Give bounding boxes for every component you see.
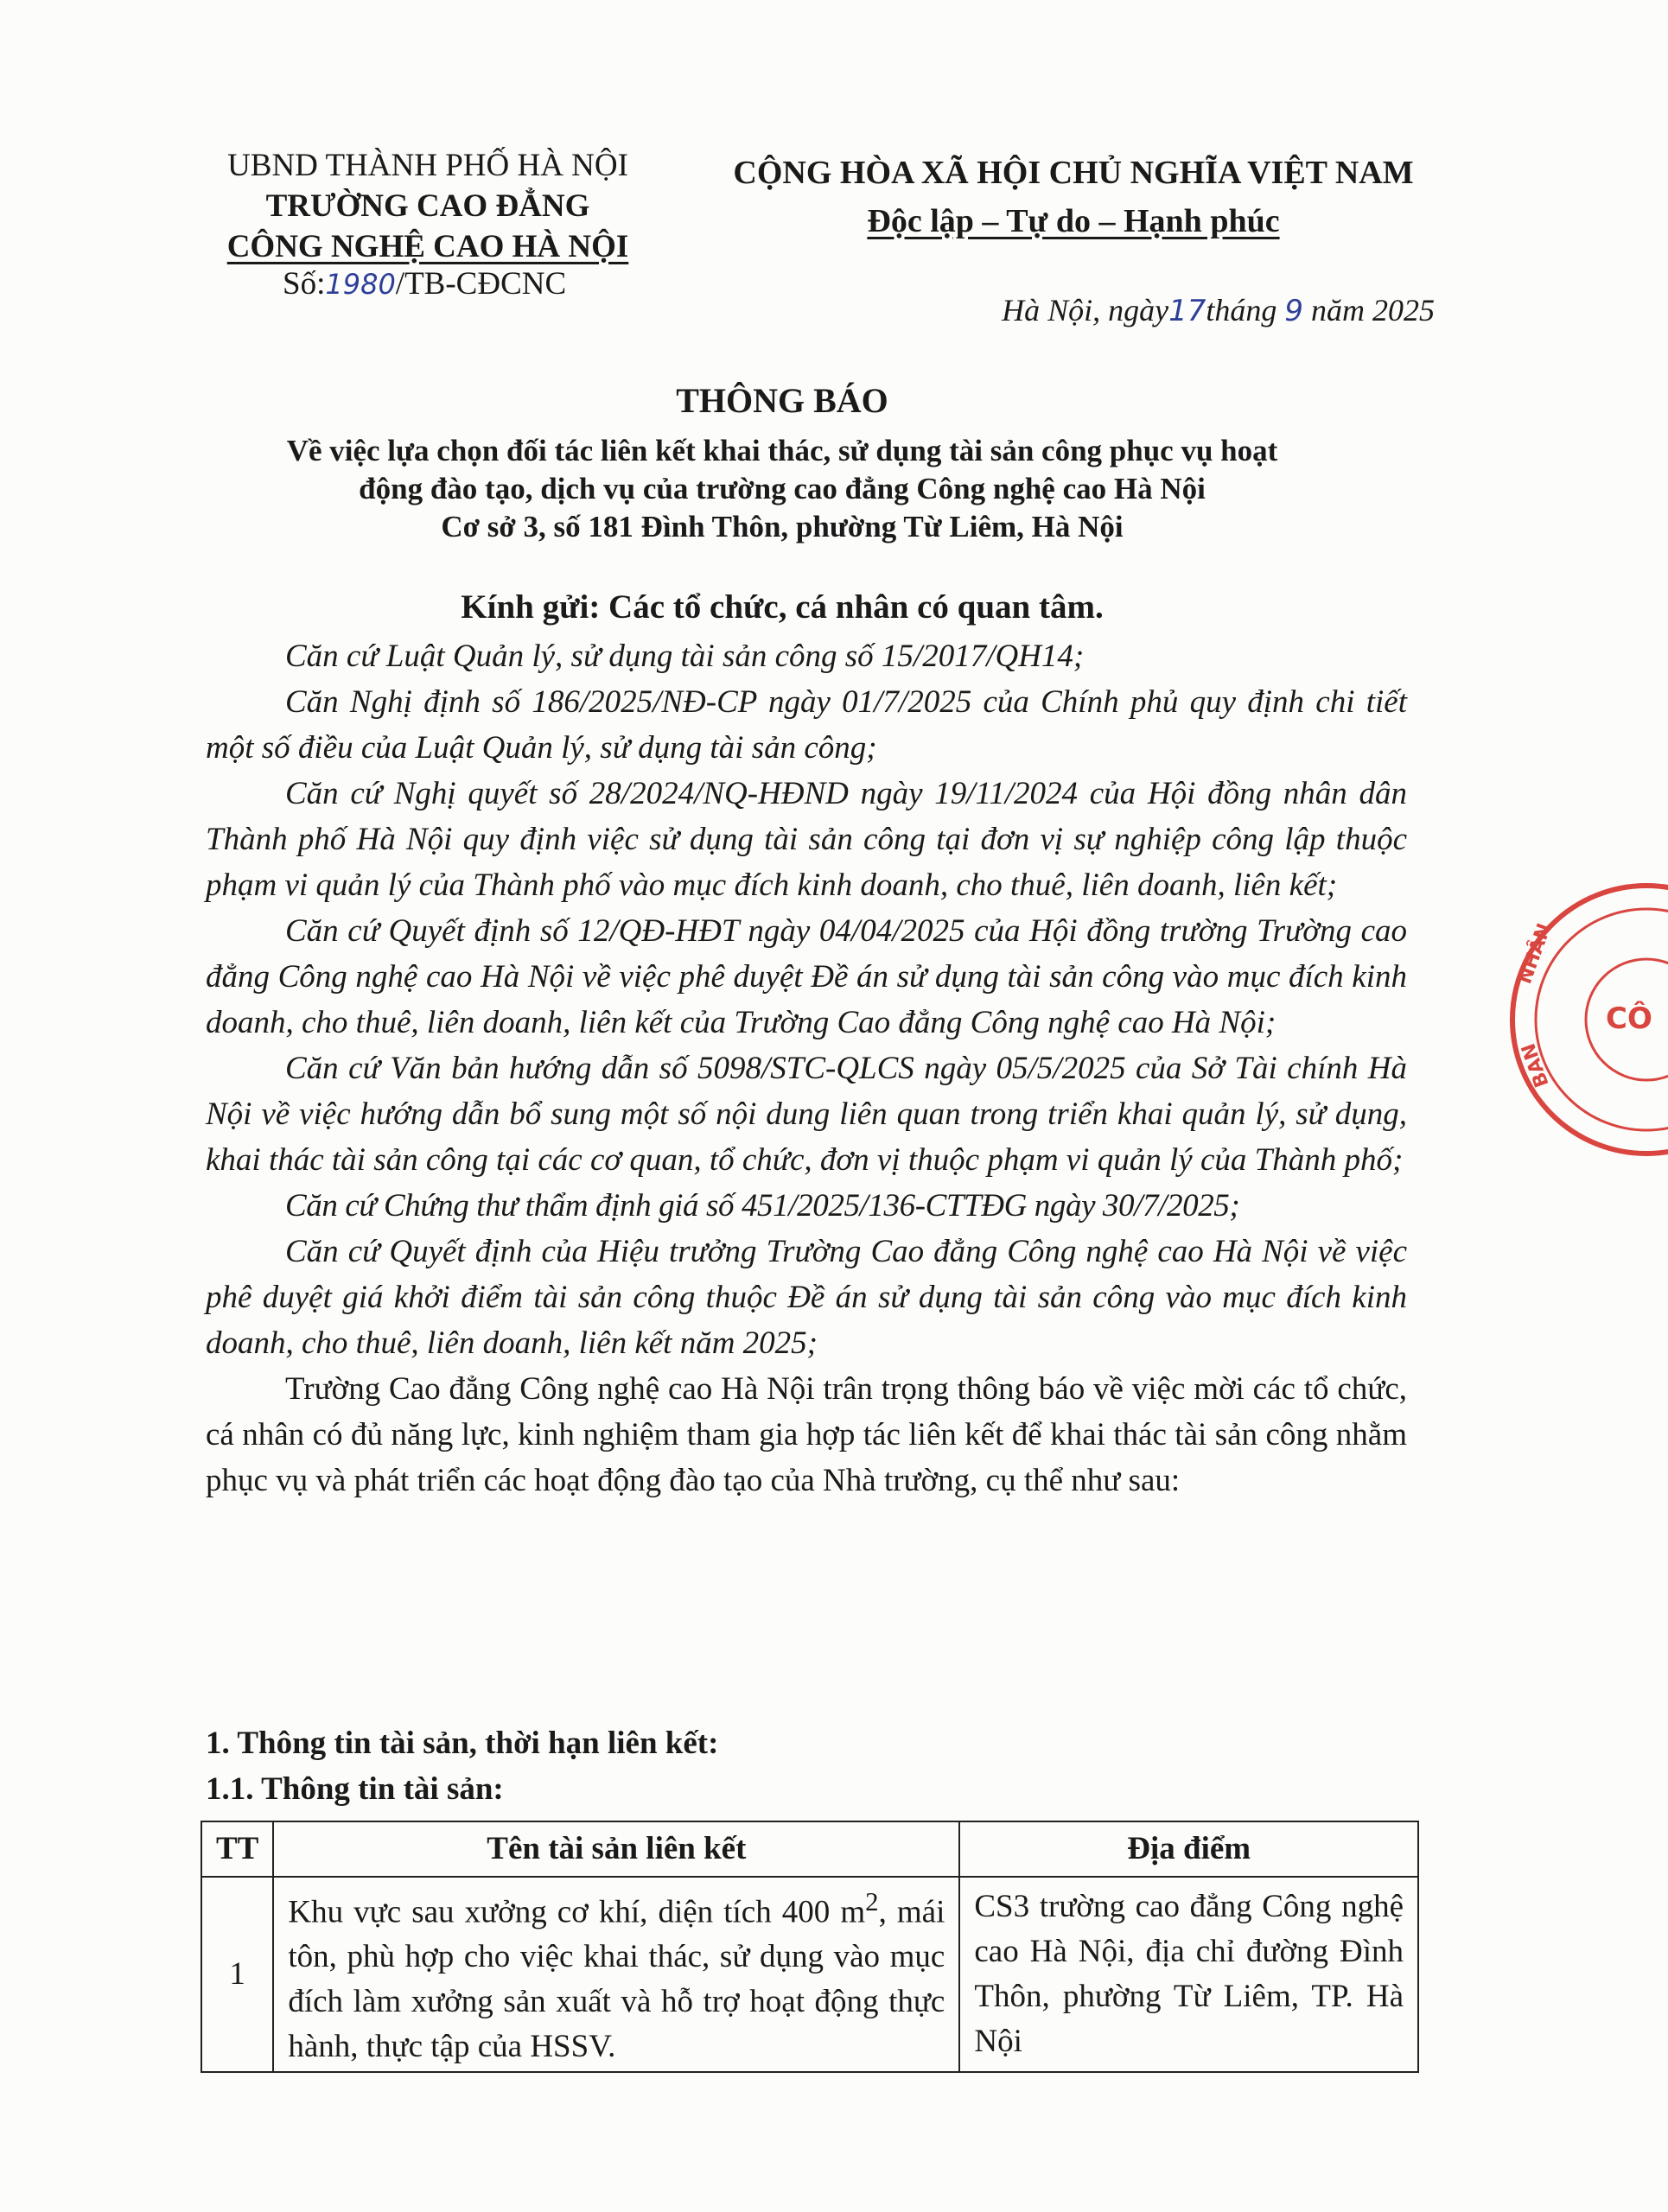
area-unit-superscript: 2 bbox=[865, 1887, 879, 1916]
asset-table bbox=[201, 1821, 1419, 2073]
date-prefix: Hà Nội, ngày bbox=[1002, 293, 1169, 327]
table-header-row bbox=[201, 1821, 1418, 1877]
legal-basis: Căn cứ Chứng thư thẩm định giá số 451/2025/136-CTTĐG ngày 30/7/2025; bbox=[285, 1188, 1240, 1224]
intro-paragraph: Trường Cao đẳng Công nghệ cao Hà Nội trân trọng thông báo về việc mời các tổ chức, cá nhân có đủ năng lực, kinh nghiệm tham gia hợp tác liên kết để khai thác tài sản công nhằm phục vụ và phát triển các hoạt động đào tạo của Nhà trường, cụ thể như sau: bbox=[206, 1371, 1407, 1498]
document-number bbox=[186, 264, 670, 305]
table-row bbox=[201, 1877, 1418, 2072]
svg-text:CÔ: CÔ bbox=[1606, 1001, 1652, 1036]
docno-suffix: /TB-CĐCNC bbox=[395, 266, 567, 302]
legal-basis: Căn Nghị định số 186/2025/NĐ-CP ngày 01/7/2025 của Chính phủ quy định chi tiết một số điều của Luật Quản lý, sử dụng tài sản công; bbox=[206, 684, 1407, 766]
document-title: THÔNG BÁO bbox=[676, 381, 888, 420]
document-subtitle bbox=[173, 432, 1391, 546]
legal-basis: Căn cứ Quyết định của Hiệu trưởng Trường Cao đẳng Công nghệ cao Hà Nội về việc phê duyệt giá khởi điểm tài sản công thuộc Đề án sử dụng tài sản công vào mục đích kinh doanh, cho thuê, liên doanh, liên kết năm 2025; bbox=[206, 1234, 1407, 1361]
docno-prefix: Số: bbox=[283, 266, 326, 302]
motto: Độc lập – Tự do – Hạnh phúc bbox=[867, 203, 1280, 239]
issuer-block bbox=[186, 145, 670, 305]
svg-text:BAN: BAN bbox=[1518, 1039, 1554, 1090]
date-year: năm 2025 bbox=[1311, 293, 1435, 327]
issuer-school-line2: CÔNG NGHỆ CAO HÀ NỘI bbox=[226, 229, 629, 264]
nation-line: CỘNG HÒA XÃ HỘI CHỦ NGHĨA VIỆT NAM bbox=[733, 155, 1414, 191]
asset-name-text-cont: , mái tôn, phù hợp cho việc khai thác, sử dụng vào mục đích làm xưởng sản xuất và hỗ trợ hoạt động thực hành, thực tập của HSSV. bbox=[288, 1894, 945, 2065]
legal-basis: Căn cứ Luật Quản lý, sử dụng tài sản công số 15/2017/QH14; bbox=[285, 639, 1085, 674]
legal-basis: Căn cứ Văn bản hướng dẫn số 5098/STC-QLCS ngày 05/5/2025 của Sở Tài chính Hà Nội về việc hướng dẫn bổ sung một số nội dung liên quan trong triển khai quản lý, sử dụng, khai thác tài sản công tại các cơ quan, tổ chức, đơn vị thuộc phạm vi quản lý của Thành phố; bbox=[206, 1051, 1407, 1178]
subtitle-line: Về việc lựa chọn đối tác liên kết khai thác, sử dụng tài sản công phục vụ hoạt bbox=[286, 434, 1278, 467]
column-header-tt: TT bbox=[201, 1821, 273, 1877]
column-header-asset-name: Tên tài sản liên kết bbox=[273, 1821, 959, 1877]
section-1-1-heading: 1.1. Thông tin tài sản: bbox=[206, 1771, 504, 1807]
red-seal-stamp bbox=[1495, 864, 1668, 1175]
column-header-location: Địa điểm bbox=[959, 1821, 1418, 1877]
recipient-line: Kính gửi: Các tổ chức, cá nhân có quan tâm. bbox=[461, 588, 1104, 626]
cell-tt: 1 bbox=[201, 1877, 273, 2072]
issuer-parent-org: UBND THÀNH PHỐ HÀ NỘI bbox=[227, 148, 628, 183]
legal-basis: Căn cứ Nghị quyết số 28/2024/NQ-HĐND ngày 19/11/2024 của Hội đồng nhân dân Thành phố Hà Nội quy định việc sử dụng tài sản công tại đơn vị sự nghiệp công lập thuộc phạm vi quản lý của Thành phố vào mục đích kinh doanh, cho thuê, liên doanh, liên kết; bbox=[206, 776, 1407, 903]
issuer-school-line1: TRƯỜNG CAO ĐẲNG bbox=[265, 188, 590, 224]
svg-text:NHÂN: NHÂN bbox=[1514, 920, 1557, 988]
legal-basis: Căn cứ Quyết định số 12/QĐ-HĐT ngày 04/04/2025 của Hội đồng trường Trường cao đẳng Công nghệ cao Hà Nội về việc phê duyệt Đề án sử dụng tài sản công vào mục đích kinh doanh, cho thuê, liên doanh, liên kết của Trường Cao đẳng Công nghệ cao Hà Nội; bbox=[206, 913, 1407, 1040]
document-body bbox=[206, 633, 1407, 1503]
asset-name-text: Khu vực sau xưởng cơ khí, diện tích 400 m bbox=[288, 1894, 866, 1930]
docno-handwritten: 1980 bbox=[325, 268, 396, 301]
section-1-heading: 1. Thông tin tài sản, thời hạn liên kết: bbox=[206, 1726, 719, 1761]
cell-asset-name bbox=[273, 1877, 959, 2072]
subtitle-line: Cơ sở 3, số 181 Đình Thôn, phường Từ Liêm, Hà Nội bbox=[441, 510, 1124, 543]
national-header bbox=[702, 149, 1445, 245]
subtitle-line: động đào tạo, dịch vụ của trường cao đẳng Công nghệ cao Hà Nội bbox=[359, 472, 1206, 505]
date-month-handwritten: 9 bbox=[1284, 294, 1303, 328]
cell-location: CS3 trường cao đẳng Công nghệ cao Hà Nội, địa chỉ đường Đình Thôn, phường Từ Liêm, TP. Hà Nội bbox=[959, 1877, 1418, 2072]
date-day-handwritten: 17 bbox=[1168, 294, 1206, 328]
date-month-label: tháng bbox=[1206, 293, 1277, 327]
date-line bbox=[864, 292, 1435, 328]
